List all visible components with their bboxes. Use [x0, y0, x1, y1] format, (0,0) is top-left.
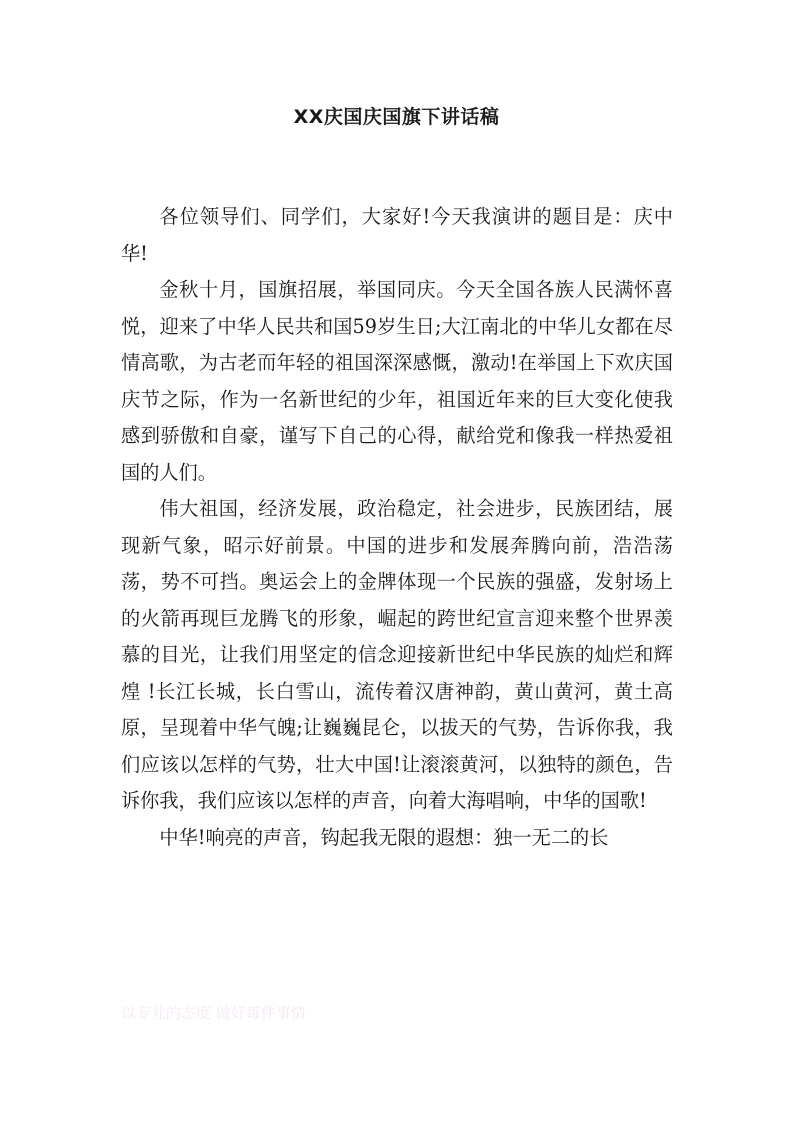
document-title: XX庆国庆国旗下讲话稿	[293, 106, 500, 128]
document-body	[121, 199, 673, 856]
paragraph-greeting: 各位领导们、同学们，大家好!今天我演讲的题目是：庆中华!	[121, 205, 673, 265]
paragraph-golden-autumn: 金秋十月，国旗招展，举国同庆。今天全国各族人民满怀喜悦，迎来了中华人民共和国59岁生日;大江南北的中华儿女都在尽情高歌，为古老而年轻的祖国深深感慨，激动!在举国上下欢庆国庆节之际，作为一名新世纪的少年，祖国近年来的巨大变化使我感到骄傲和自豪，谨写下自己的心得，献给党和像我一样热爱祖国的人们。	[121, 278, 673, 484]
paragraph-great-motherland: 伟大祖国，经济发展，政治稳定，社会进步，民族团结，展现新气象，昭示好前景。中国的进步和发展奔腾向前，浩浩荡荡，势不可挡。奥运会上的金牌体现一个民族的强盛，发射场上的火箭再现巨龙腾飞的形象，崛起的跨世纪宣言迎来整个世界羡慕的目光，让我们用坚定的信念迎接新世纪中华民族的灿烂和辉煌 !长江长城，长白雪山，流传着汉唐神韵，黄山黄河，黄土高原，呈现着中华气魄;让巍巍昆仑，以拔天的气势，告诉你我，我们应该以怎样的气势，壮大中国!让滚滚黄河，以独特的颜色，告诉你我，我们应该以怎样的声音，向着大海唱响，中华的国歌!	[121, 497, 673, 812]
faint-watermark-text: 以专业的态度 做好每件事情	[121, 1004, 306, 1022]
paragraph-china-voice: 中华!响亮的声音，钩起我无限的遐想：独一无二的长	[159, 825, 609, 849]
